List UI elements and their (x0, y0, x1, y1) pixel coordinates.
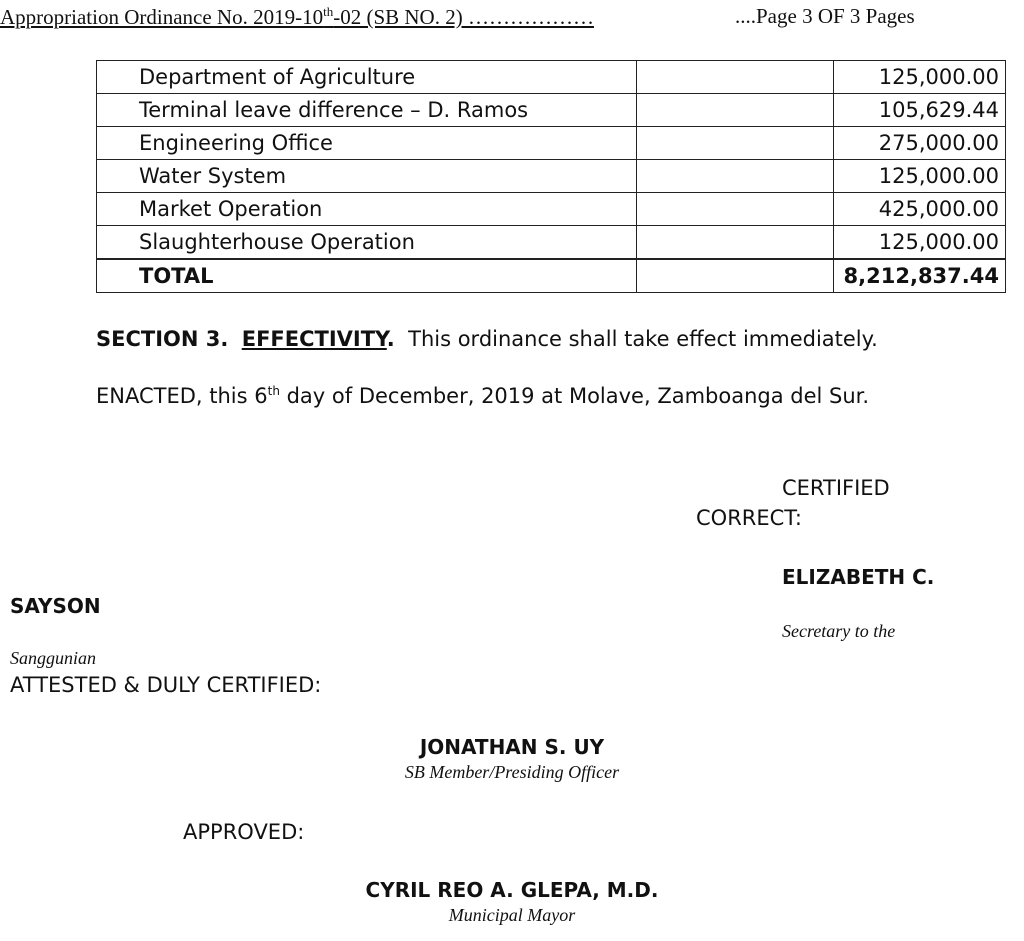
secretary-name-part1: ELIZABETH C. (782, 565, 935, 589)
secretary-name-part2: SAYSON (10, 594, 101, 618)
row-amount: 125,000.00 (834, 226, 1006, 260)
row-item: Slaughterhouse Operation (97, 226, 637, 260)
appropriation-table (96, 60, 1006, 293)
row-amount: 275,000.00 (834, 127, 1006, 160)
section-label: SECTION 3. (96, 327, 229, 351)
row-blank (637, 193, 834, 226)
section-3-paragraph: SECTION 3. EFFECTIVITY. This ordinance shall take effect immediately. (96, 327, 878, 351)
section-text: This ordinance shall take effect immediately. (408, 327, 878, 351)
row-item: Water System (97, 160, 637, 193)
row-item: Market Operation (97, 193, 637, 226)
approved-label: APPROVED: (183, 820, 305, 844)
header-ordinance: Appropriation Ordinance No. 2019-10th-02 (SB NO. 2) ……………… (0, 4, 594, 29)
row-blank (637, 259, 834, 293)
row-blank (637, 160, 834, 193)
table-row (97, 226, 1006, 260)
attested-label: ATTESTED & DULY CERTIFIED: (10, 673, 322, 697)
row-amount: 425,000.00 (834, 193, 1006, 226)
row-blank (637, 94, 834, 127)
table-row (97, 61, 1006, 94)
row-blank (637, 226, 834, 260)
certified-label-line2: CORRECT: (696, 506, 802, 530)
row-amount: 125,000.00 (834, 160, 1006, 193)
secretary-title-part2: Sanggunian (10, 648, 97, 668)
total-label: TOTAL (97, 259, 637, 293)
presiding-officer-title: SB Member/Presiding Officer (404, 762, 620, 782)
row-amount: 125,000.00 (834, 61, 1006, 94)
row-amount: 105,629.44 (834, 94, 1006, 127)
table-row (97, 160, 1006, 193)
enacted-paragraph: ENACTED, this 6th day of December, 2019 at Molave, Zamboanga del Sur. (96, 384, 870, 408)
row-item: Terminal leave difference – D. Ramos (97, 94, 637, 127)
row-blank (637, 61, 834, 94)
section-title: EFFECTIVITY (241, 327, 387, 351)
presiding-officer-name: JONATHAN S. UY (419, 735, 605, 759)
row-item: Department of Agriculture (97, 61, 637, 94)
secretary-title-part1: Secretary to the (782, 621, 896, 641)
row-blank (637, 127, 834, 160)
header-page-number: ....Page 3 OF 3 Pages (735, 4, 915, 28)
table-row (97, 127, 1006, 160)
mayor-title: Municipal Mayor (448, 905, 576, 925)
row-item: Engineering Office (97, 127, 637, 160)
table-row (97, 94, 1006, 127)
table-row (97, 193, 1006, 226)
total-amount: 8,212,837.44 (834, 259, 1006, 293)
total-row (97, 259, 1006, 293)
page-header (0, 4, 1024, 30)
mayor-name: CYRIL REO A. GLEPA, M.D. (365, 878, 659, 902)
certified-label-line1: CERTIFIED (782, 476, 890, 500)
